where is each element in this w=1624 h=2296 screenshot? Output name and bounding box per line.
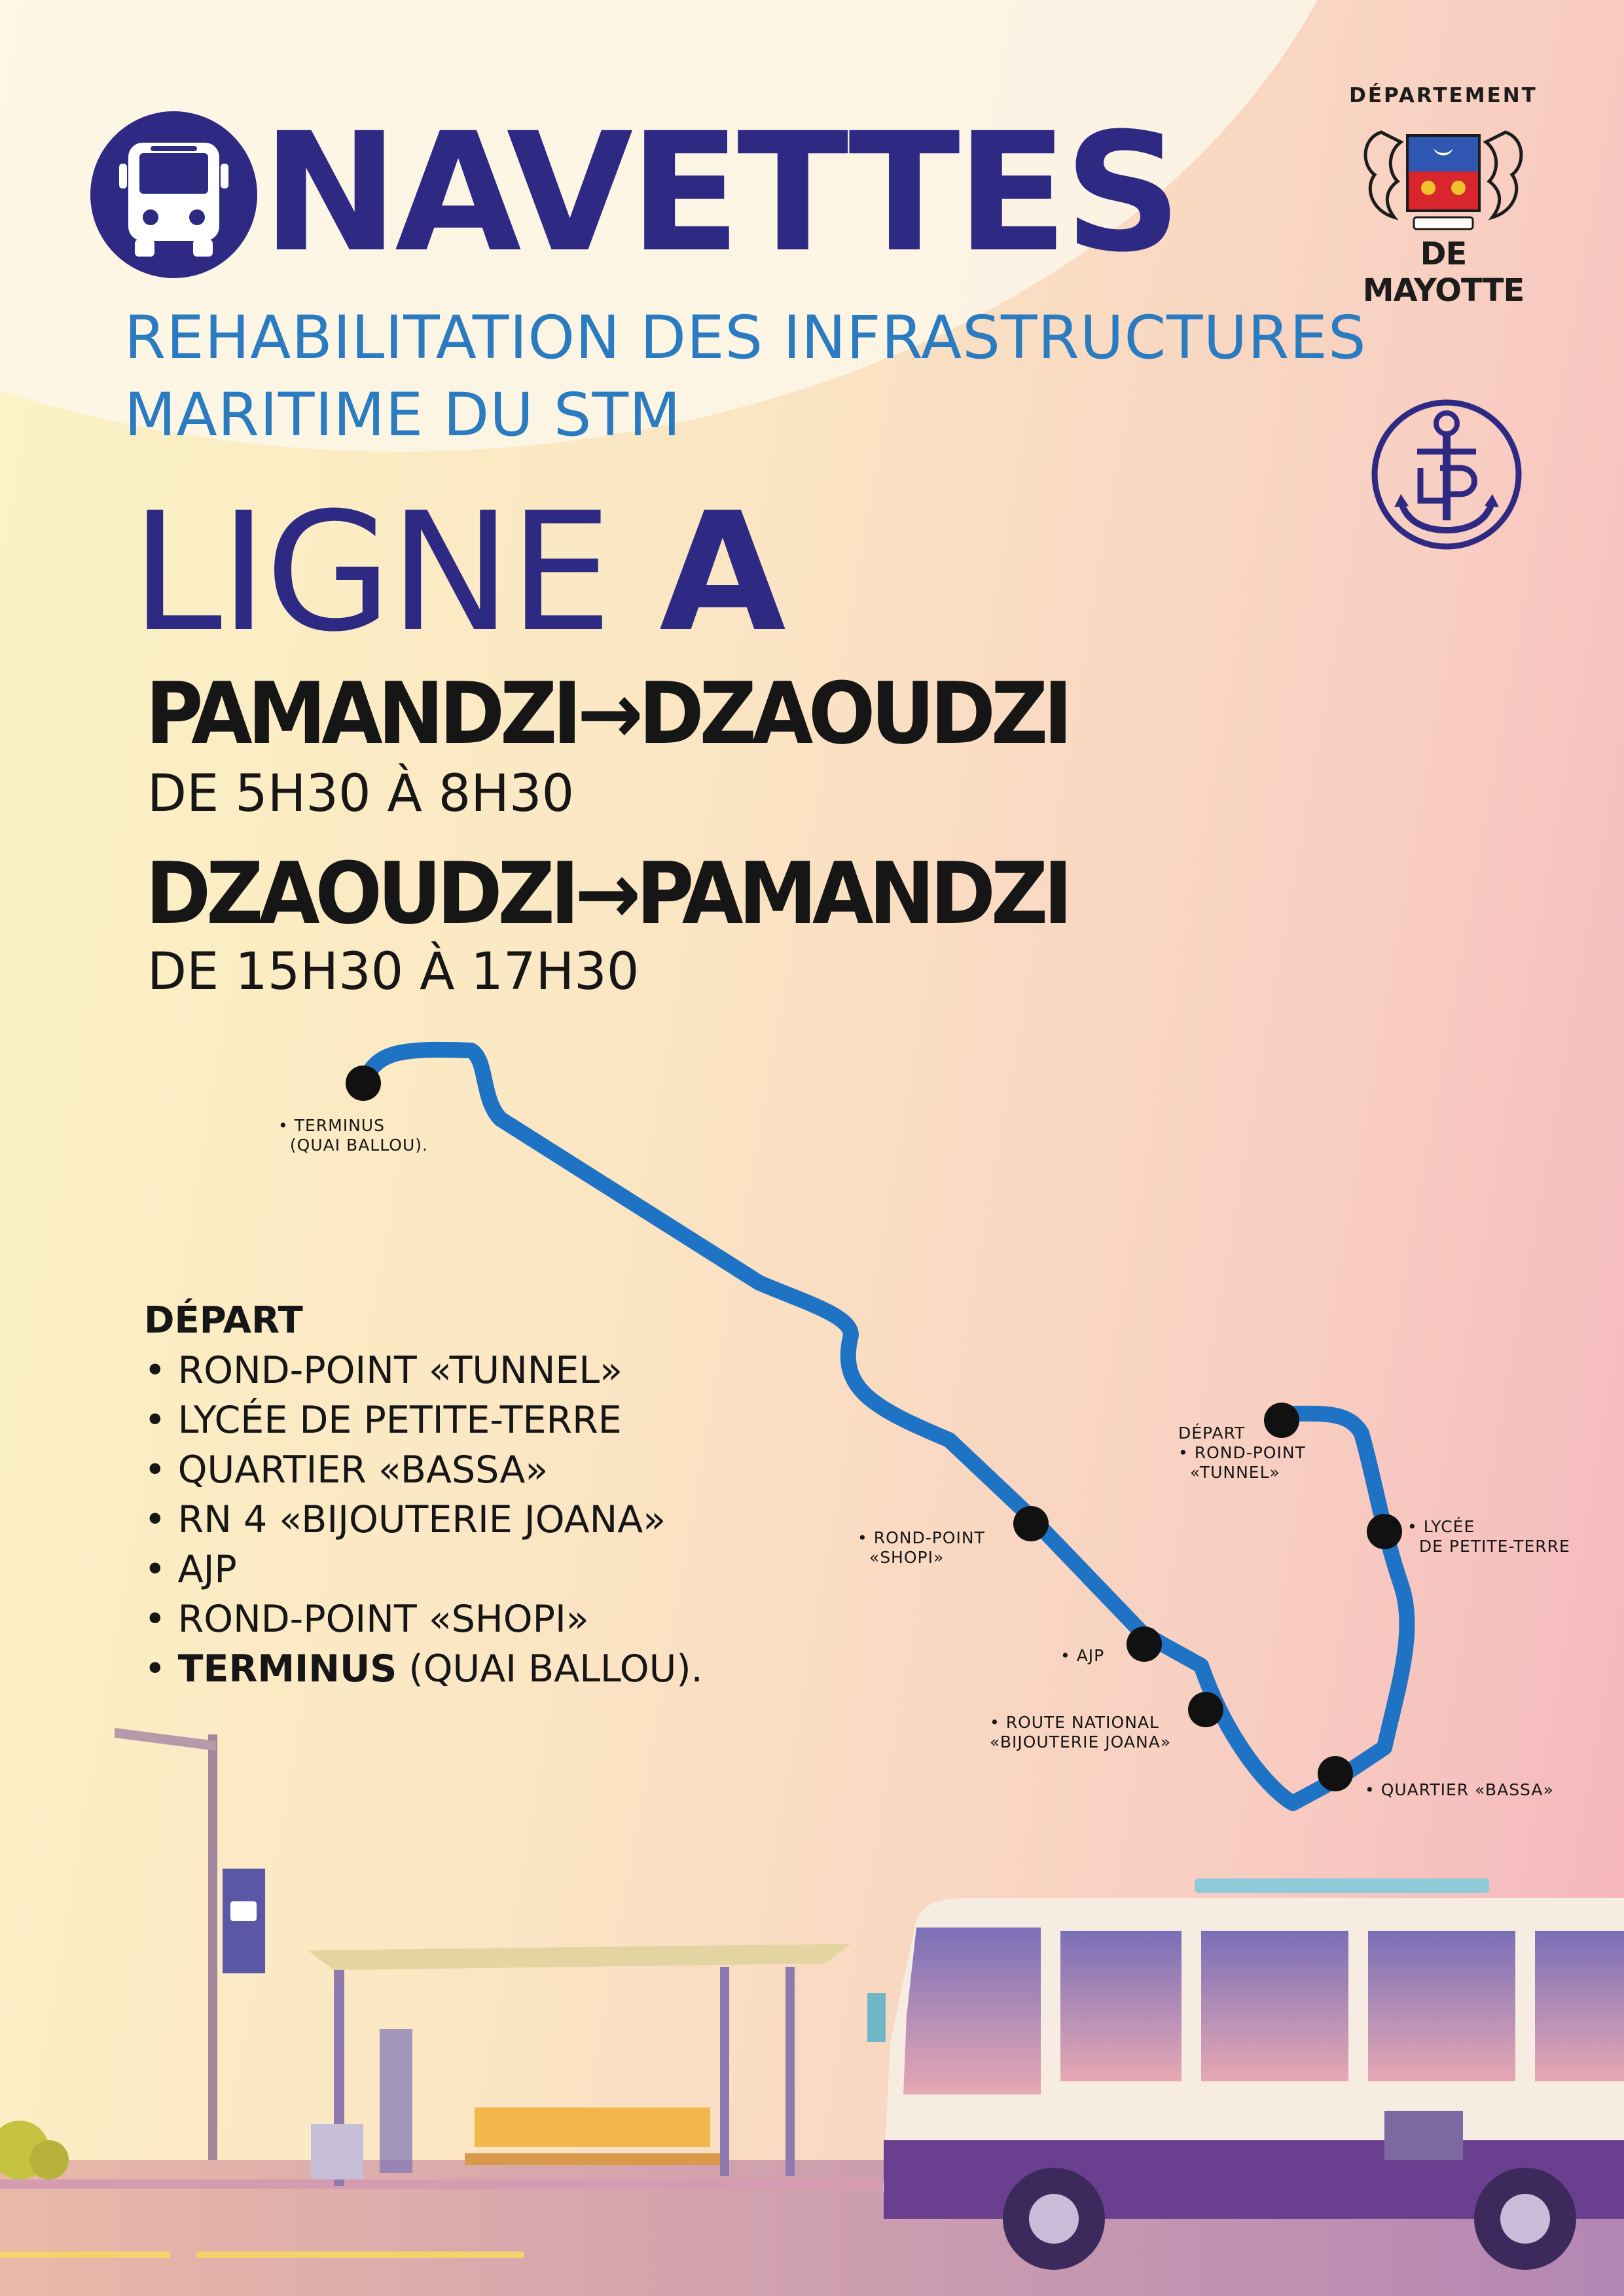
list-item-text: LYCÉE DE PETITE-TERRE bbox=[177, 1399, 622, 1442]
bus-window bbox=[1201, 1931, 1348, 2081]
list-item: • LYCÉE DE PETITE-TERRE bbox=[144, 1399, 622, 1442]
list-item-text: RN 4 «BIJOUTERIE JOANA» bbox=[177, 1498, 666, 1541]
route-2-label: DZAOUDZI→PAMANDZI bbox=[145, 844, 1068, 943]
bus-mirror bbox=[867, 1993, 886, 2042]
logo-dept-line1: DÉPARTEMENT bbox=[1349, 84, 1538, 107]
departement-mayotte-logo bbox=[1335, 84, 1551, 309]
list-item-terminus: • TERMINUS (QUAI BALLOU). bbox=[144, 1647, 703, 1691]
subtitle-line-2: MARITIME DU STM bbox=[124, 381, 681, 450]
map-label-depart-tunnel: DÉPART • ROND-POINT «TUNNEL» bbox=[1178, 1424, 1306, 1482]
bus-stop-illustration bbox=[0, 1702, 1624, 2296]
depart-list-block bbox=[144, 1296, 703, 1694]
map-label-bassa: • QUARTIER «BASSA» bbox=[1365, 1780, 1554, 1799]
road-marking bbox=[196, 2251, 524, 2258]
bus-wheel-hub bbox=[1029, 2194, 1079, 2244]
stm-logo bbox=[1368, 396, 1525, 556]
bus-window bbox=[1060, 1931, 1182, 2081]
shelter-pillar bbox=[720, 1967, 729, 2176]
bus-vent bbox=[1384, 2111, 1463, 2160]
list-item-terminus-bold: TERMINUS bbox=[177, 1647, 397, 1691]
bus-window bbox=[1368, 1931, 1515, 2081]
bus-illustration bbox=[867, 1878, 1624, 2270]
map-label-lycee: • LYCÉE DE PETITE-TERRE bbox=[1407, 1517, 1570, 1556]
bus-windshield bbox=[903, 1928, 1041, 2094]
depart-list-title: DÉPART bbox=[144, 1299, 303, 1342]
shelter-panel bbox=[380, 2029, 412, 2173]
list-item-text: ROND-POINT «SHOPI» bbox=[177, 1598, 589, 1641]
logo-dept-line2: DE MAYOTTE bbox=[1362, 236, 1525, 309]
bus-wheel-hub bbox=[1500, 2194, 1550, 2244]
list-item: • ROND-POINT «SHOPI» bbox=[144, 1598, 589, 1641]
map-label-bijouterie: • ROUTE NATIONAL «BIJOUTERIE JOANA» bbox=[990, 1713, 1172, 1751]
shelter-bench-back bbox=[475, 2108, 710, 2147]
lamp-head bbox=[115, 1728, 216, 1751]
map-label-shopi: • ROND-POINT «SHOPI» bbox=[857, 1528, 985, 1567]
road-marking bbox=[0, 2251, 170, 2258]
map-label-terminus: • TERMINUS (QUAI BALLOU). bbox=[278, 1116, 428, 1155]
stop-ajp-dot bbox=[1127, 1626, 1162, 1662]
sign-bus-glyph bbox=[230, 1901, 257, 1921]
page-title: NAVETTES bbox=[262, 98, 1178, 288]
anchor-icon bbox=[1368, 396, 1525, 553]
list-item-terminus-rest: (QUAI BALLOU). bbox=[397, 1647, 703, 1691]
list-item-text: AJP bbox=[177, 1548, 237, 1591]
lamp-post bbox=[208, 1734, 217, 2160]
route-2-schedule: DE 15H30 À 17H30 bbox=[147, 942, 640, 1001]
list-item: • QUARTIER «BASSA» bbox=[144, 1448, 549, 1492]
shelter-roof bbox=[308, 1944, 851, 1970]
route-1-schedule: DE 5H30 À 8H30 bbox=[147, 764, 575, 823]
ligne-heading bbox=[131, 477, 784, 668]
stop-terminus-dot bbox=[346, 1066, 381, 1101]
stop-lycee-dot bbox=[1367, 1514, 1402, 1549]
list-item-text: QUARTIER «BASSA» bbox=[177, 1448, 549, 1492]
ligne-prefix: LIGNE bbox=[131, 477, 660, 668]
list-item: • ROND-POINT «TUNNEL» bbox=[144, 1349, 623, 1392]
shelter-bench bbox=[465, 2153, 720, 2165]
list-item-text: ROND-POINT «TUNNEL» bbox=[177, 1349, 623, 1392]
map-label-ajp: • AJP bbox=[1060, 1646, 1105, 1665]
coat-of-arms-icon bbox=[1348, 113, 1538, 237]
trash-bin bbox=[311, 2124, 363, 2179]
bus-icon bbox=[90, 111, 257, 278]
stop-shopi-dot bbox=[1013, 1506, 1049, 1541]
bush bbox=[29, 2140, 69, 2179]
subtitle-line-1: REHABILITATION DES INFRASTRUCTURES bbox=[124, 304, 1367, 372]
bus-window bbox=[1535, 1931, 1624, 2081]
list-item: • RN 4 «BIJOUTERIE JOANA» bbox=[144, 1498, 666, 1541]
bus-roof-rack bbox=[1195, 1878, 1489, 1893]
shelter-pillar bbox=[785, 1967, 795, 2176]
page-subtitle bbox=[124, 300, 1367, 454]
list-item: • AJP bbox=[144, 1548, 237, 1591]
depart-list bbox=[144, 1346, 703, 1694]
route-1-label: PAMANDZI→DZAOUDZI bbox=[145, 664, 1068, 763]
ligne-letter: A bbox=[659, 477, 784, 668]
